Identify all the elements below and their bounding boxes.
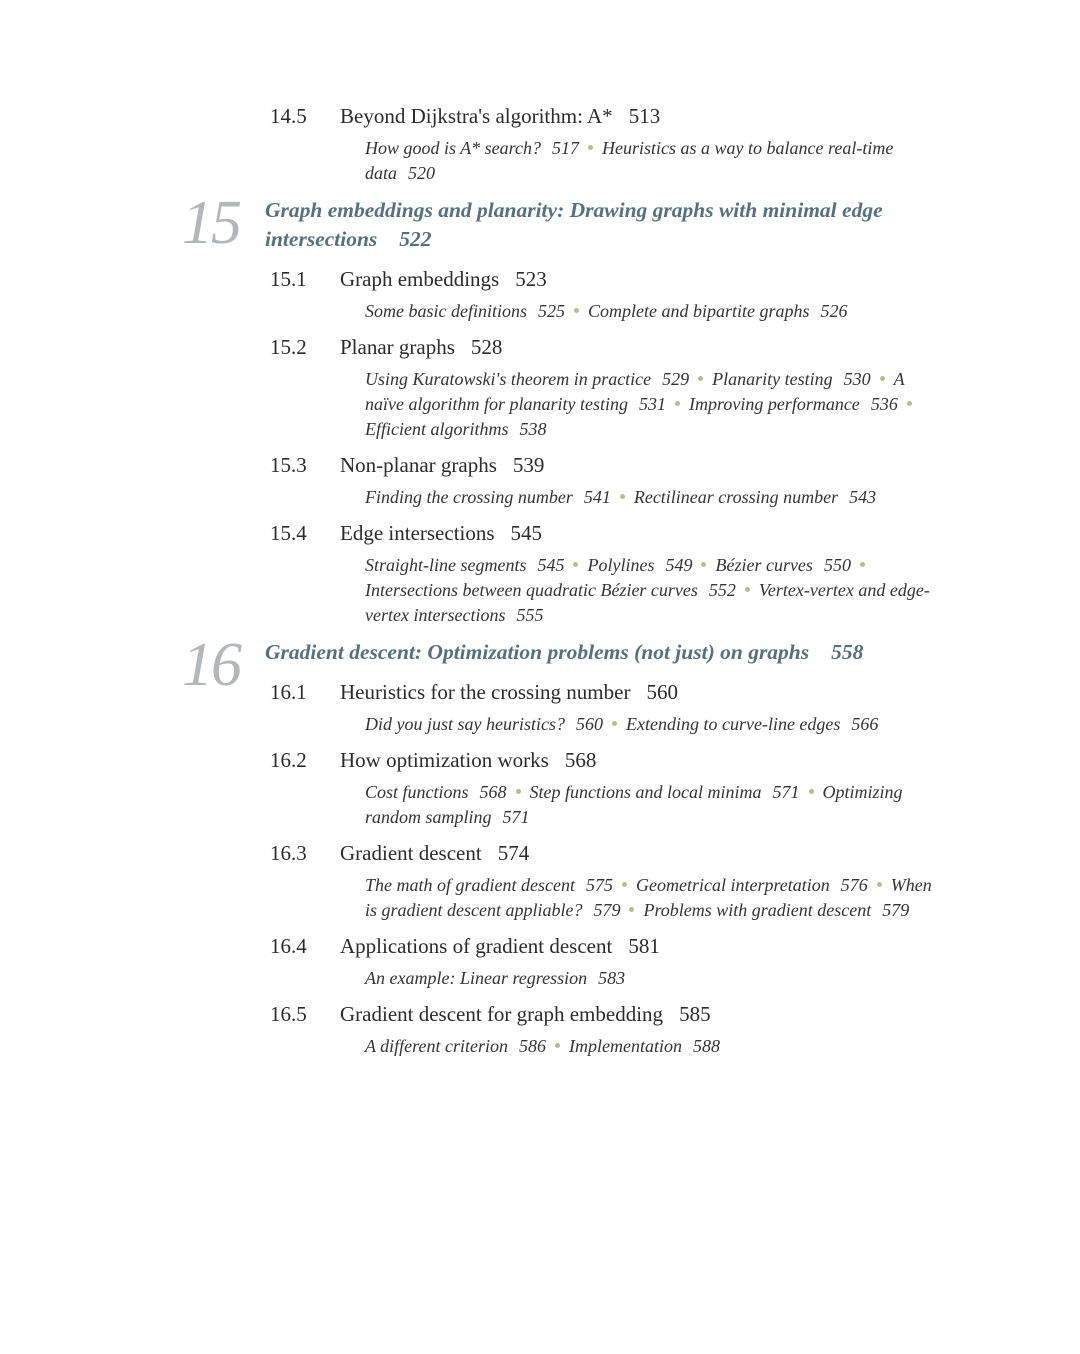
subsection-title: Cost functions	[365, 782, 469, 802]
section-page-number: 568	[564, 748, 597, 772]
chapter-title: Graph embeddings and planarity: Drawing graphs with minimal edge intersections	[265, 198, 883, 251]
toc-section-entry	[270, 1001, 1080, 1059]
subsection-list	[365, 780, 937, 830]
subsection-page-number: 571	[502, 807, 530, 827]
section-heading	[270, 103, 1080, 129]
subsection-title: Did you just say heuristics?	[365, 714, 565, 734]
bullet-separator-icon	[698, 376, 703, 381]
section-number: 15.4	[270, 521, 307, 545]
subsection-page-number: 579	[882, 900, 910, 920]
section-heading	[270, 679, 1080, 705]
subsection-page-number: 525	[537, 301, 565, 321]
subsection-page-number: 530	[843, 369, 871, 389]
subsection-title: Geometrical interpretation	[635, 875, 830, 895]
section-page-number: 528	[470, 335, 503, 359]
subsection-title: Vertex-vertex and edge-vertex intersections	[365, 580, 930, 625]
subsection-title: Polylines	[587, 555, 655, 575]
subsection-list	[365, 367, 937, 442]
bullet-separator-icon	[555, 1043, 560, 1048]
subsection-page-number: 568	[479, 782, 507, 802]
section-heading	[270, 840, 1080, 866]
subsection-page-number: 588	[692, 1036, 720, 1056]
section-number: 16.1	[270, 680, 307, 704]
bullet-separator-icon	[809, 789, 814, 794]
subsection-title: Finding the crossing number	[365, 487, 573, 507]
subsection-title: Step functions and local minima	[529, 782, 762, 802]
section-heading	[270, 747, 1080, 773]
section-heading	[270, 1001, 1080, 1027]
section-title: Planar graphs	[340, 335, 455, 359]
section-title: Heuristics for the crossing number	[340, 680, 631, 704]
bullet-separator-icon	[574, 308, 579, 313]
toc-section-entry	[270, 840, 1080, 923]
toc-section-entry	[270, 266, 1080, 324]
section-number: 14.5	[270, 104, 307, 128]
subsection-page-number: 526	[820, 301, 848, 321]
toc-section-entry	[270, 452, 1080, 510]
chapter-title: Gradient descent: Optimization problems (not just) on graphs	[265, 640, 810, 664]
chapter-page-number: 522	[399, 227, 432, 251]
subsection-title: Using Kuratowski's theorem in practice	[365, 369, 652, 389]
subsection-title: A naïve algorithm for planarity testing	[365, 369, 905, 414]
section-number: 16.3	[270, 841, 307, 865]
subsection-page-number: 517	[552, 138, 580, 158]
subsection-page-number: 583	[598, 968, 626, 988]
subsection-title: The math of gradient descent	[365, 875, 575, 895]
subsection-list	[365, 712, 937, 737]
subsection-page-number: 529	[662, 369, 690, 389]
subsection-title: Implementation	[568, 1036, 682, 1056]
subsection-title: How good is A* search?	[365, 138, 542, 158]
bullet-separator-icon	[880, 376, 885, 381]
section-heading	[270, 933, 1080, 959]
section-title: How optimization works	[340, 748, 549, 772]
subsection-page-number: 552	[708, 580, 736, 600]
chapter-page-number: 558	[831, 640, 864, 664]
subsection-title: Straight-line segments	[365, 555, 527, 575]
section-number: 15.3	[270, 453, 307, 477]
subsection-title: An example: Linear regression	[365, 968, 588, 988]
section-number: 16.4	[270, 934, 307, 958]
subsection-title: Extending to curve-line edges	[626, 714, 841, 734]
chapter-number: 15	[182, 189, 240, 257]
section-number: 15.1	[270, 267, 307, 291]
section-heading	[270, 452, 1080, 478]
section-page-number: 523	[515, 267, 547, 291]
bullet-separator-icon	[516, 789, 521, 794]
bullet-separator-icon	[573, 562, 578, 567]
subsection-title: Problems with gradient descent	[643, 900, 872, 920]
section-page-number: 560	[646, 680, 678, 704]
subsection-page-number: 555	[516, 605, 544, 625]
subsection-list	[365, 1034, 937, 1059]
subsection-list	[365, 485, 937, 510]
section-title: Gradient descent for graph embedding	[340, 1002, 664, 1026]
subsection-page-number: 576	[840, 875, 868, 895]
toc-section-entry	[270, 103, 1080, 186]
subsection-title: Planarity testing	[712, 369, 833, 389]
section-title: Gradient descent	[340, 841, 482, 865]
section-title: Graph embeddings	[340, 267, 500, 291]
subsection-page-number: 536	[870, 394, 898, 414]
section-number: 16.5	[270, 1002, 307, 1026]
section-heading	[270, 520, 1080, 546]
section-title: Edge intersections	[340, 521, 495, 545]
subsection-page-number: 538	[519, 419, 547, 439]
section-page-number: 581	[628, 934, 660, 958]
section-number: 16.2	[270, 748, 307, 772]
subsection-title: Rectilinear crossing number	[633, 487, 839, 507]
subsection-page-number: 549	[665, 555, 693, 575]
subsection-page-number: 550	[823, 555, 851, 575]
subsection-page-number: 579	[593, 900, 621, 920]
subsection-list	[365, 299, 937, 324]
subsection-title: Optimizing random sampling	[365, 782, 903, 827]
section-page-number: 539	[512, 453, 545, 477]
toc-section-entry	[270, 520, 1080, 628]
subsection-page-number: 575	[585, 875, 613, 895]
bullet-separator-icon	[701, 562, 706, 567]
subsection-list	[365, 966, 937, 991]
section-title: Non-planar graphs	[340, 453, 497, 477]
subsection-title: Improving performance	[689, 394, 860, 414]
section-heading	[270, 334, 1080, 360]
bullet-separator-icon	[675, 401, 680, 406]
toc-chapter-entry	[182, 189, 965, 257]
subsection-title: Efficient algorithms	[365, 419, 509, 439]
table-of-contents	[0, 103, 1080, 1069]
toc-section-entry	[270, 334, 1080, 442]
subsection-title: Some basic definitions	[365, 301, 527, 321]
subsection-page-number: 560	[576, 714, 603, 734]
section-title: Applications of gradient descent	[340, 934, 613, 958]
subsection-page-number: 566	[851, 714, 879, 734]
bullet-separator-icon	[612, 721, 617, 726]
subsection-page-number: 531	[639, 394, 666, 414]
subsection-page-number: 543	[849, 487, 877, 507]
subsection-page-number: 545	[537, 555, 565, 575]
section-page-number: 574	[497, 841, 530, 865]
subsection-list	[365, 553, 937, 628]
bullet-separator-icon	[745, 587, 750, 592]
toc-section-entry	[270, 679, 1080, 737]
subsection-page-number: 586	[518, 1036, 546, 1056]
subsection-page-number: 571	[772, 782, 800, 802]
subsection-title: Bézier curves	[715, 555, 813, 575]
subsection-list	[365, 136, 937, 186]
bullet-separator-icon	[629, 907, 634, 912]
section-heading	[270, 266, 1080, 292]
bullet-separator-icon	[620, 494, 625, 499]
section-page-number: 585	[679, 1002, 711, 1026]
bullet-separator-icon	[860, 562, 865, 567]
toc-section-entry	[270, 933, 1080, 991]
section-page-number: 513	[628, 104, 661, 128]
subsection-title: A different criterion	[365, 1036, 508, 1056]
bullet-separator-icon	[907, 401, 912, 406]
subsection-title: Heuristics as a way to balance real-time data	[365, 138, 894, 183]
section-page-number: 545	[510, 521, 543, 545]
chapter-number: 16	[182, 631, 240, 699]
bullet-separator-icon	[877, 882, 882, 887]
section-number: 15.2	[270, 335, 307, 359]
subsection-title: Intersections between quadratic Bézier curves	[365, 580, 698, 600]
subsection-page-number: 541	[583, 487, 611, 507]
subsection-list	[365, 873, 937, 923]
subsection-page-number: 520	[408, 163, 436, 183]
subsection-title: Complete and bipartite graphs	[587, 301, 810, 321]
bullet-separator-icon	[588, 145, 593, 150]
subsection-title: When is gradient descent appliable?	[365, 875, 932, 920]
section-title: Beyond Dijkstra's algorithm: A*	[340, 104, 613, 128]
bullet-separator-icon	[622, 882, 627, 887]
toc-section-entry	[270, 747, 1080, 830]
